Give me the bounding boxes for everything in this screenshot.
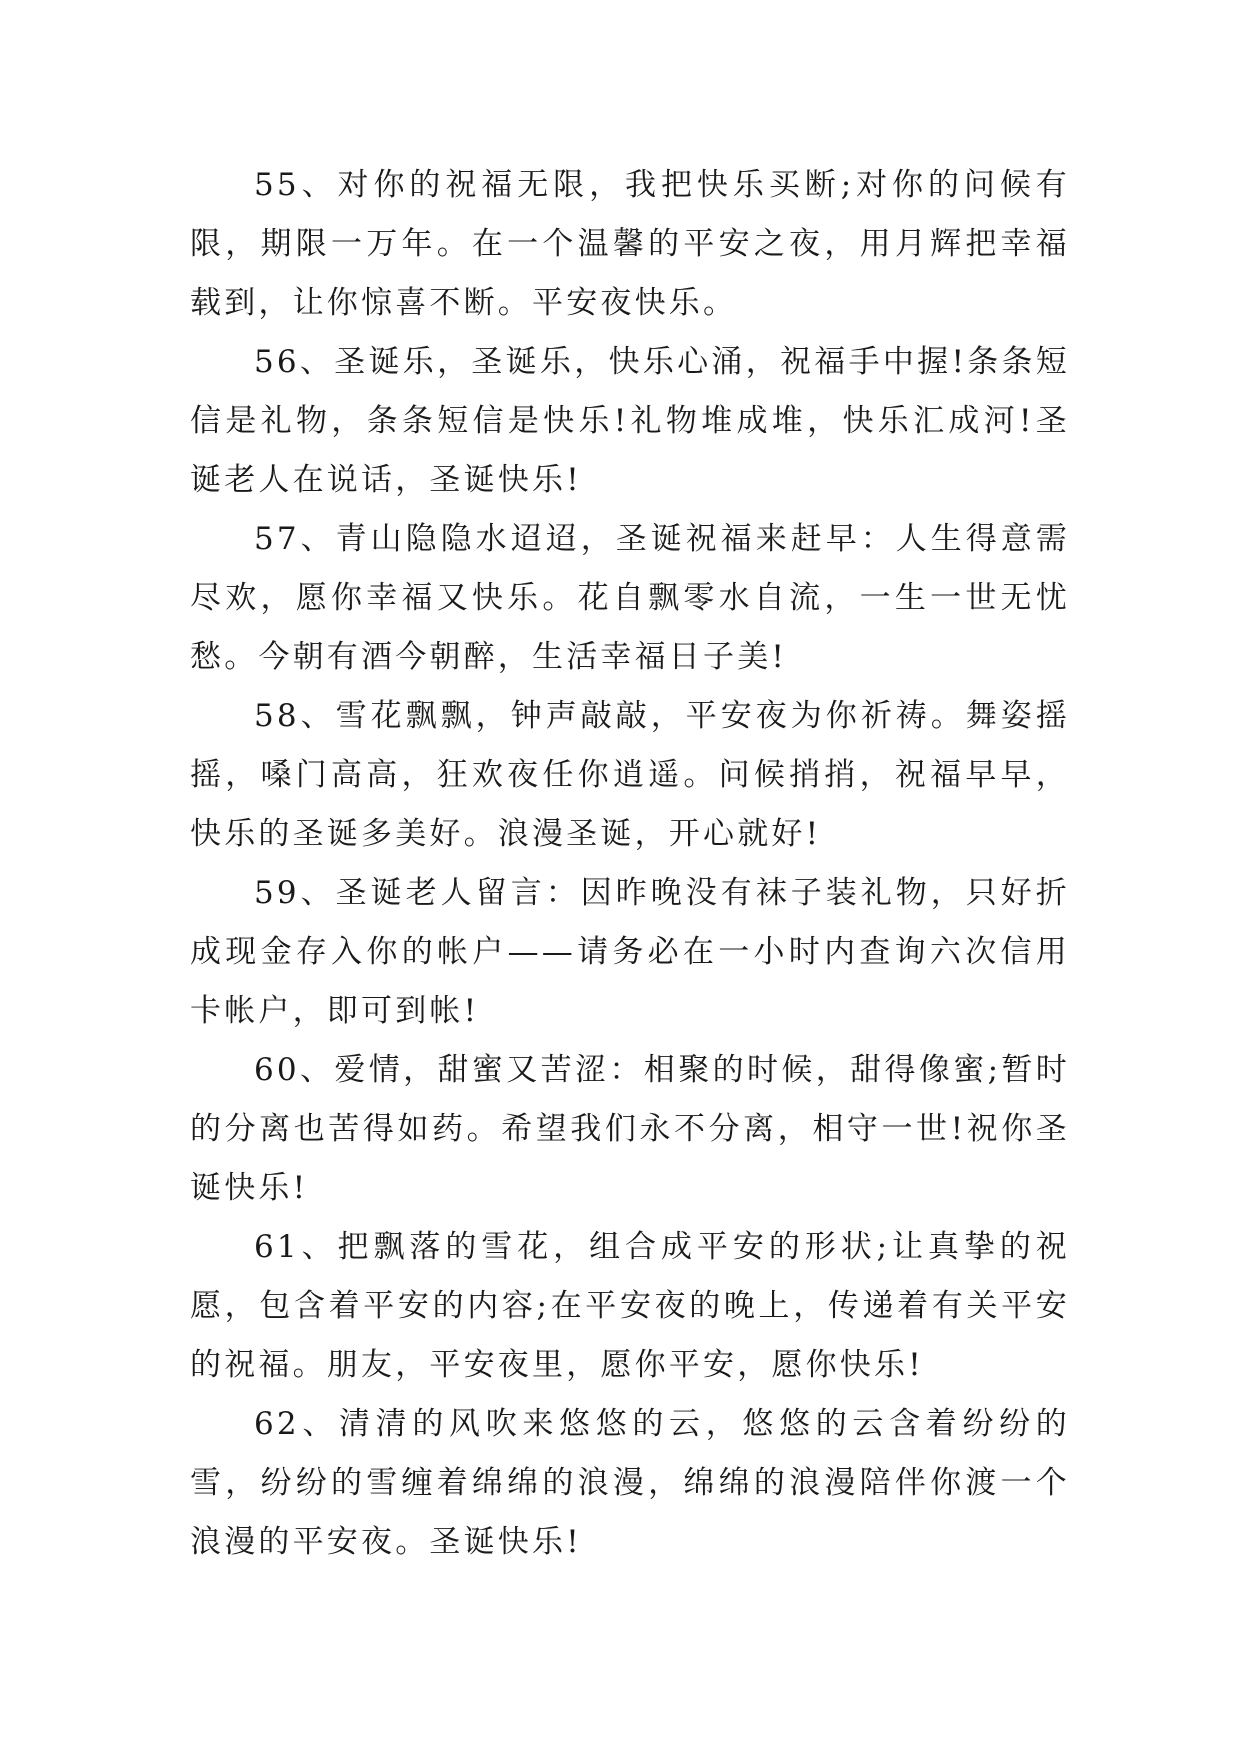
paragraph-56: 56、圣诞乐，圣诞乐，快乐心涌，祝福手中握!条条短信是礼物，条条短信是快乐!礼物堆成堆，快乐汇成河!圣诞老人在说话，圣诞快乐! — [190, 344, 1070, 498]
paragraph-61: 61、把飘落的雪花，组合成平安的形状;让真挚的祝愿，包含着平安的内容;在平安夜的晚上，传递着有关平安的祝福。朋友，平安夜里，愿你平安，愿你快乐! — [190, 1229, 1070, 1383]
paragraph-57: 57、青山隐隐水迢迢，圣诞祝福来赶早：人生得意需尽欢，愿你幸福又快乐。花自飘零水自流，一生一世无忧愁。今朝有酒今朝醉，生活幸福日子美! — [190, 521, 1070, 675]
document-body — [190, 156, 1070, 1572]
paragraph-59: 59、圣诞老人留言：因昨晚没有袜子装礼物，只好折成现金存入你的帐户——请务必在一小时内查询六次信用卡帐户，即可到帐! — [190, 875, 1070, 1029]
paragraph-58: 58、雪花飘飘，钟声敲敲，平安夜为你祈祷。舞姿摇摇，嗓门高高，狂欢夜任你逍遥。问候捎捎，祝福早早，快乐的圣诞多美好。浪漫圣诞，开心就好! — [190, 698, 1070, 852]
paragraph-55: 55、对你的祝福无限，我把快乐买断;对你的问候有限，期限一万年。在一个温馨的平安之夜，用月辉把幸福载到，让你惊喜不断。平安夜快乐。 — [190, 167, 1070, 321]
paragraph-60: 60、爱情，甜蜜又苦涩：相聚的时候，甜得像蜜;暂时的分离也苦得如药。希望我们永不分离，相守一世!祝你圣诞快乐! — [190, 1052, 1070, 1206]
paragraph-62: 62、清清的风吹来悠悠的云，悠悠的云含着纷纷的雪，纷纷的雪缠着绵绵的浪漫，绵绵的浪漫陪伴你渡一个浪漫的平安夜。圣诞快乐! — [190, 1406, 1070, 1560]
